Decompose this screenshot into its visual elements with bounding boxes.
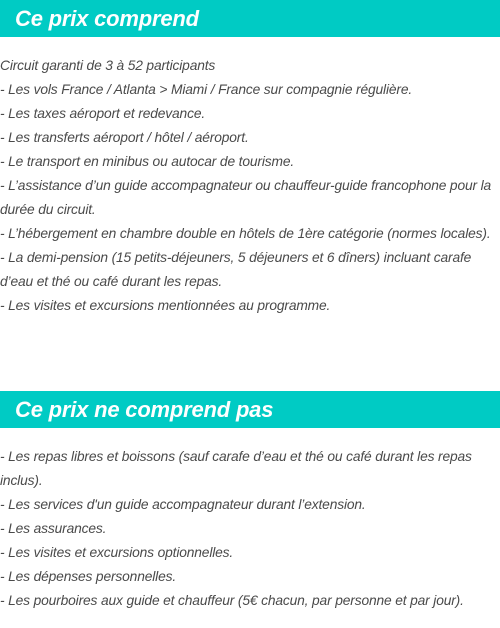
excluded-item-2: - Les assurances. [0, 521, 107, 536]
excluded-item-0: - Les repas libres et boissons (sauf carafe d’eau et thé ou café durant les repas inclus). [0, 449, 472, 488]
included-item-3: - Les transferts aéroport / hôtel / aéroport. [0, 130, 249, 145]
included-item-2: - Les taxes aéroport et redevance. [0, 106, 206, 121]
included-section-header [0, 0, 500, 37]
included-list [0, 54, 500, 318]
included-item-1: - Les vols France / Atlanta > Miami / France sur compagnie régulière. [0, 82, 413, 97]
included-item-5: - L’assistance d’un guide accompagnateur ou chauffeur-guide francophone pour la durée du circuit. [0, 178, 492, 217]
included-item-8: - Les visites et excursions mentionnées au programme. [0, 298, 331, 313]
included-item-7: - La demi-pension (15 petits-déjeuners, 5 déjeuners et 6 dîners) incluant carafe d’eau et thé ou café durant les repas. [0, 250, 472, 289]
excluded-item-3: - Les visites et excursions optionnelles. [0, 545, 234, 560]
excluded-section-title: Ce prix ne comprend pas [15, 396, 274, 422]
included-item-0: Circuit garanti de 3 à 52 participants [0, 58, 216, 73]
included-item-4: - Le transport en minibus ou autocar de tourisme. [0, 154, 295, 169]
included-section-title: Ce prix comprend [15, 5, 199, 31]
excluded-list [0, 445, 500, 613]
included-item-6: - L’hébergement en chambre double en hôtels de 1ère catégorie (normes locales). [0, 226, 491, 241]
excluded-item-5: - Les pourboires aux guide et chauffeur (5€ chacun, par personne et par jour). [0, 593, 464, 608]
excluded-item-4: - Les dépenses personnelles. [0, 569, 177, 584]
excluded-item-1: - Les services d'un guide accompagnateur durant l’extension. [0, 497, 366, 512]
excluded-section-header [0, 391, 500, 428]
